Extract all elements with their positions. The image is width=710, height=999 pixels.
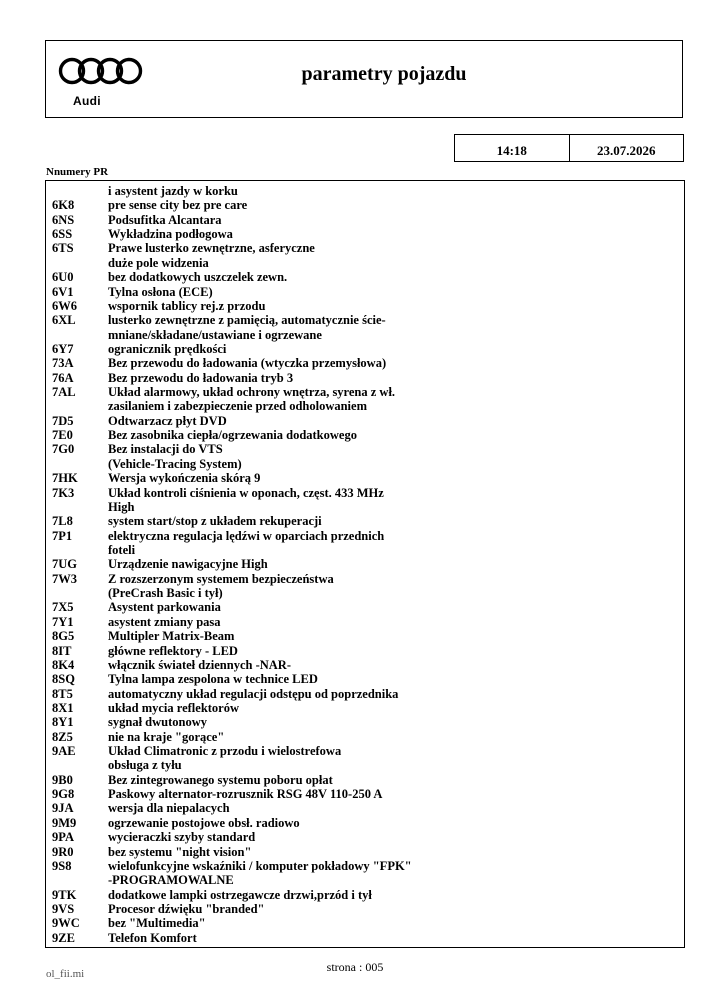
list-item [52, 256, 678, 270]
list-item [52, 500, 678, 514]
pr-code: 9S8 [52, 858, 72, 873]
list-item [52, 342, 678, 356]
pr-description: wielofunkcyjne wskaźniki / komputer pokładowy "FPK" [108, 858, 412, 873]
pr-description: Podsufitka Alcantara [108, 212, 222, 227]
pr-description: asystent zmiany pasa [108, 614, 221, 629]
list-item [52, 787, 678, 801]
pr-description: Bez zintegrowanego systemu poboru opłat [108, 772, 333, 787]
pr-code: 8Z5 [52, 729, 73, 744]
pr-code: 8Y1 [52, 715, 74, 730]
list-item [52, 931, 678, 945]
list-item [52, 816, 678, 830]
list-item [52, 428, 678, 442]
pr-code: 6Y7 [52, 341, 74, 356]
pr-description: Prawe lusterko zewnętrzne, asferyczne [108, 241, 315, 256]
pr-description: Urządzenie nawigacyjne High [108, 557, 268, 572]
pr-code: 6U0 [52, 270, 74, 285]
list-item [52, 644, 678, 658]
pr-description: system start/stop z układem rekuperacji [108, 514, 322, 529]
pr-code: 8G5 [52, 629, 75, 644]
list-item [52, 658, 678, 672]
list-item [52, 227, 678, 241]
pr-code: 8IT [52, 643, 72, 658]
pr-description: Bez przewodu do ładowania tryb 3 [108, 370, 294, 385]
pr-description: Wykładzina podłogowa [108, 227, 233, 242]
pr-code: 9PA [52, 830, 74, 845]
pr-code: 7K3 [52, 485, 75, 500]
pr-description: i asystent jazdy w korku [108, 184, 238, 198]
pr-description: foteli [108, 542, 136, 557]
list-item [52, 184, 678, 198]
pr-code: 9M9 [52, 815, 77, 830]
pr-code: 6XL [52, 313, 76, 328]
pr-code: 7AL [52, 385, 76, 400]
pr-description: automatyczny układ regulacji odstępu od poprzednika [108, 686, 399, 701]
pr-code: 6SS [52, 227, 73, 242]
pr-code [52, 543, 108, 557]
pr-description: elektryczna regulacja lędźwi w oparciach przednich [108, 528, 385, 543]
pr-description: dodatkowe lampki ostrzegawcze drzwi,przód i tył [108, 887, 372, 902]
list-item [52, 916, 678, 930]
pr-description: ogrzewanie postojowe obsł. radiowo [108, 815, 300, 830]
pr-code: 73A [52, 356, 74, 371]
pr-code: 9R0 [52, 844, 74, 859]
list-item [52, 888, 678, 902]
pr-code: 9G8 [52, 787, 75, 802]
list-item [52, 830, 678, 844]
pr-numbers-list [45, 180, 685, 948]
pr-description: Układ kontroli ciśnienia w oponach, częst. 433 MHz [108, 485, 384, 500]
pr-description: wycieraczki szyby standard [108, 830, 256, 845]
list-item [52, 845, 678, 859]
list-item [52, 629, 678, 643]
datetime-box [454, 134, 684, 162]
page-title: parametry pojazdu [301, 63, 467, 85]
pr-code: 7W3 [52, 571, 77, 586]
list-item [52, 457, 678, 471]
pr-description: nie na kraje "gorące" [108, 729, 225, 744]
list-item [52, 687, 678, 701]
pr-description: Bez przewodu do ładowania (wtyczka przemysłowa) [108, 356, 387, 371]
list-item [52, 773, 678, 787]
pr-description: zasilaniem i zabezpieczenie przed odholowaniem [108, 399, 367, 414]
pr-description: Procesor dźwięku "branded" [108, 901, 265, 916]
pr-code: 6TS [52, 241, 74, 256]
pr-code [52, 399, 108, 413]
list-item [52, 385, 678, 399]
pr-code: 7G0 [52, 442, 75, 457]
list-item [52, 572, 678, 586]
page-number: strona : 005 [326, 960, 384, 974]
pr-code: 7D5 [52, 413, 74, 428]
pr-description: (Vehicle-Tracing System) [108, 456, 242, 471]
list-item [52, 399, 678, 413]
list-item [52, 328, 678, 342]
header-box [45, 40, 683, 118]
list-item [52, 701, 678, 715]
pr-description: Tylna osłona (ECE) [108, 284, 213, 299]
footer-mark: ol_fii.mi [46, 968, 85, 980]
pr-code: 6K8 [52, 198, 75, 213]
list-item [52, 414, 678, 428]
pr-description: Wersja wykończenia skórą 9 [108, 471, 261, 486]
list-item [52, 442, 678, 456]
pr-code: 9AE [52, 744, 76, 759]
pr-description: bez dodatkowych uszczelek zewn. [108, 270, 288, 285]
pr-description: High [108, 499, 135, 514]
list-item [52, 486, 678, 500]
list-item [52, 859, 678, 873]
list-item [52, 672, 678, 686]
pr-description: -PROGRAMOWALNE [108, 873, 234, 888]
list-item [52, 198, 678, 212]
pr-description: mniane/składane/ustawiane i ogrzewane [108, 327, 322, 342]
list-item [52, 557, 678, 571]
pr-code [52, 500, 108, 514]
pr-description: Układ alarmowy, układ ochrony wnętrza, syrena z wł. [108, 385, 396, 400]
pr-code: 7HK [52, 471, 78, 486]
pr-description: wspornik tablicy rej.z przodu [108, 298, 266, 313]
list-item [52, 715, 678, 729]
brand-name: Audi [73, 94, 101, 108]
pr-code: 6V1 [52, 284, 74, 299]
pr-description: bez "Multimedia" [108, 916, 206, 931]
pr-description: Bez instalacji do VTS [108, 442, 223, 457]
date-value: 23.07.2026 [569, 135, 684, 161]
list-item [52, 615, 678, 629]
time-value: 14:18 [496, 143, 527, 158]
pr-code: 7X5 [52, 600, 74, 615]
pr-description: Układ Climatronic z przodu i wielostrefowa [108, 744, 342, 759]
pr-code: 8K4 [52, 657, 75, 672]
list-item [52, 356, 678, 370]
pr-description: Odtwarzacz płyt DVD [108, 413, 227, 428]
list-item [52, 744, 678, 758]
pr-description: lusterko zewnętrzne z pamięcią, automatycznie ście- [108, 313, 386, 328]
pr-code: 9ZE [52, 930, 75, 945]
pr-description: pre sense city bez pre care [108, 198, 248, 213]
pr-code: 7P1 [52, 528, 73, 543]
pr-code [52, 758, 108, 772]
pr-code: 8T5 [52, 686, 73, 701]
pr-description: włącznik świateł dziennych -NAR- [108, 657, 291, 672]
pr-code: 7UG [52, 557, 77, 572]
list-item [52, 241, 678, 255]
list-item [52, 730, 678, 744]
list-item [52, 600, 678, 614]
pr-description: sygnał dwutonowy [108, 715, 207, 730]
pr-code: 7Y1 [52, 614, 74, 629]
list-item [52, 529, 678, 543]
pr-code: 7E0 [52, 428, 73, 443]
pr-description: bez systemu "night vision" [108, 844, 252, 859]
pr-description: wersja dla niepalacych [108, 801, 230, 816]
list-item [52, 543, 678, 557]
pr-code [52, 256, 108, 270]
pr-description: układ mycia reflektorów [108, 700, 240, 715]
pr-code [52, 184, 108, 198]
pr-code [52, 328, 108, 342]
pr-description: (PreCrash Basic i tył) [108, 586, 223, 601]
list-item [52, 873, 678, 887]
list-item [52, 758, 678, 772]
pr-code: 9VS [52, 901, 75, 916]
pr-code [52, 457, 108, 471]
pr-code: 9B0 [52, 772, 73, 787]
pr-code: 8SQ [52, 672, 75, 687]
section-label: Nnumery PR [46, 166, 109, 178]
list-item [52, 586, 678, 600]
pr-code: 6NS [52, 212, 75, 227]
list-item [52, 270, 678, 284]
list-item [52, 213, 678, 227]
pr-code: 9WC [52, 916, 80, 931]
list-item [52, 902, 678, 916]
pr-code [52, 586, 108, 600]
pr-description: Z rozszerzonym systemem bezpieczeństwa [108, 571, 334, 586]
pr-code: 6W6 [52, 298, 77, 313]
list-item [52, 313, 678, 327]
list-item [52, 299, 678, 313]
pr-description: Tylna lampa zespolona w technice LED [108, 672, 318, 687]
pr-code: 8X1 [52, 700, 74, 715]
pr-code: 7L8 [52, 514, 73, 529]
list-item [52, 471, 678, 485]
pr-rows [52, 184, 678, 945]
pr-code: 76A [52, 370, 74, 385]
pr-description: duże pole widzenia [108, 255, 209, 270]
pr-description: główne reflektory - LED [108, 643, 238, 658]
pr-description: Asystent parkowania [108, 600, 221, 615]
pr-description: ogranicznik prędkości [108, 341, 227, 356]
list-item [52, 371, 678, 385]
pr-description: Bez zasobnika ciepła/ogrzewania dodatkowego [108, 428, 357, 443]
pr-code: 9TK [52, 887, 77, 902]
pr-code [52, 873, 108, 887]
pr-description: obsługa z tyłu [108, 758, 182, 773]
list-item [52, 801, 678, 815]
pr-code: 9JA [52, 801, 74, 816]
pr-description: Multipler Matrix-Beam [108, 629, 235, 644]
pr-description: Paskowy alternator-rozrusznik RSG 48V 110-250 A [108, 787, 383, 802]
list-item [52, 514, 678, 528]
list-item [52, 285, 678, 299]
pr-description: Telefon Komfort [108, 930, 197, 945]
